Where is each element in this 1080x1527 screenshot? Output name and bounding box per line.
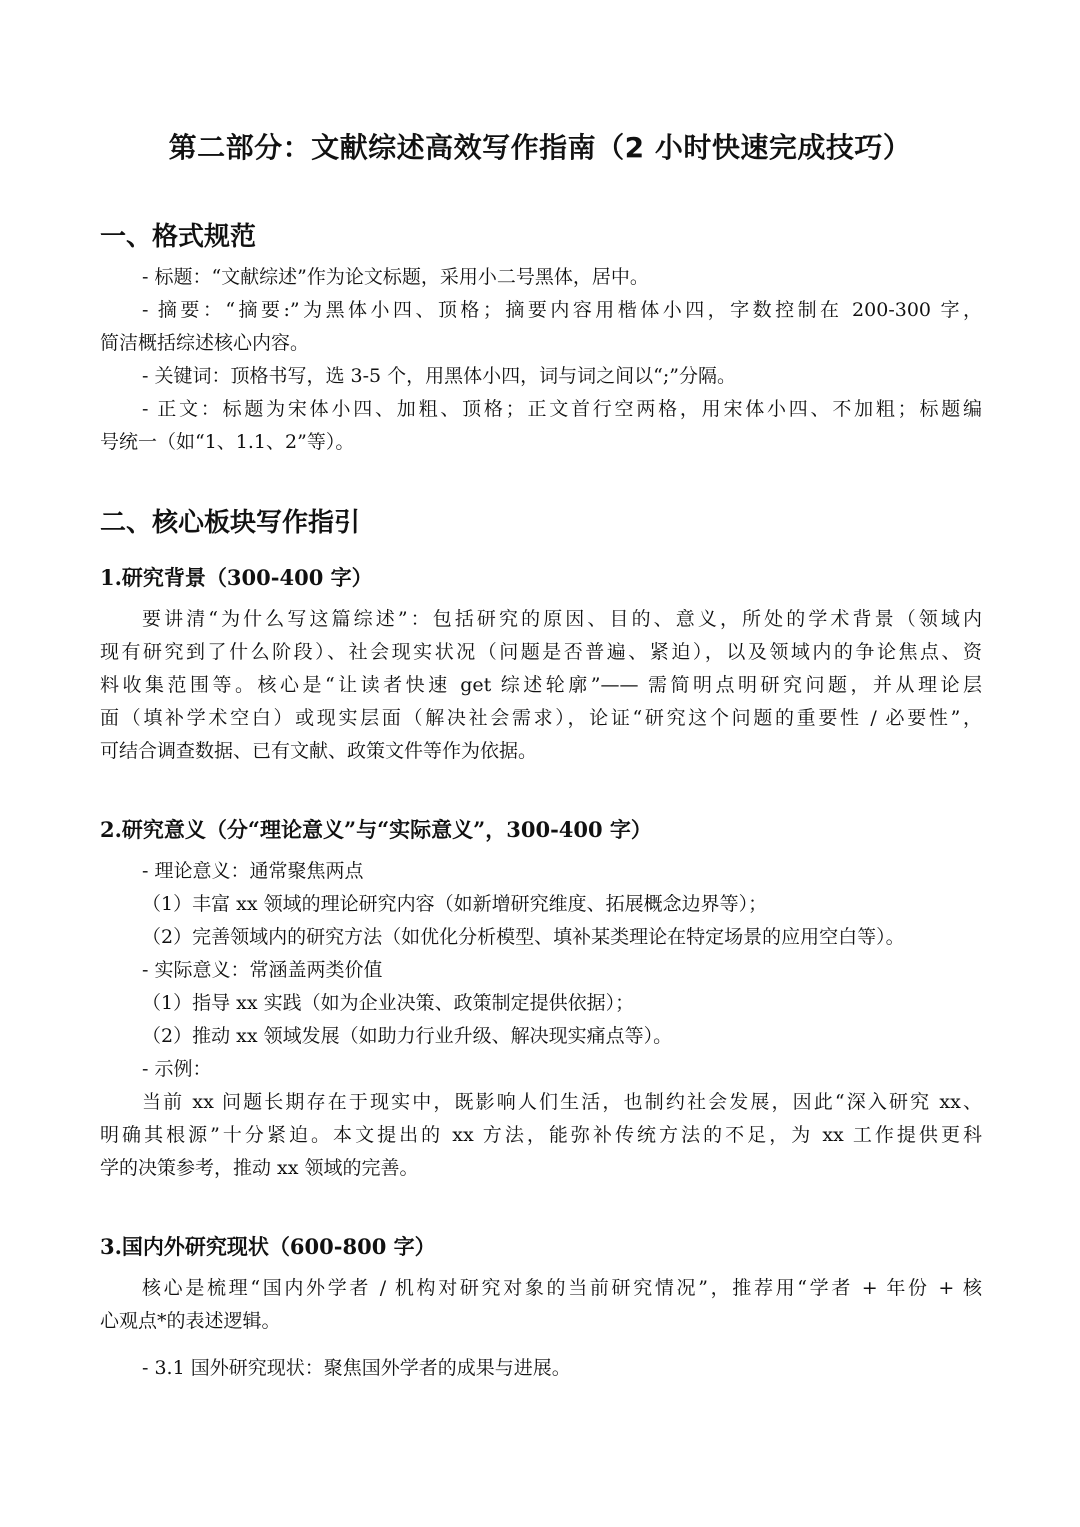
paragraph-line: 明确其根源”十分紧迫。本文提出的 xx 方法，能弥补传统方法的不足，为 xx 工作提供更科 [100, 1124, 982, 1146]
paragraph-line: 核心是梳理“国内外学者 / 机构对研究对象的当前研究情况”，推荐用“学者 + 年份 + 核 [142, 1277, 982, 1299]
paragraph-line: - 标题：“文献综述”作为论文标题，采用小二号黑体，居中。 [142, 266, 649, 288]
list-item: - 3.1 国外研究现状：聚焦国外学者的成果与进展。 [142, 1357, 571, 1379]
paragraph-line: 号统一（如“1、1.1、2”等）。 [100, 431, 355, 453]
subsection-heading-status: 3.国内外研究现状（600-800 字） [100, 1234, 436, 1259]
paragraph-line: 料收集范围等。核心是“让读者快速 get 综述轮廓”—— 需简明点明研究问题，并从理论层 [100, 674, 982, 696]
subsection-heading-background: 1.研究背景（300-400 字） [100, 565, 373, 590]
list-item: （1）丰富 xx 领域的理论研究内容（如新增研究维度、拓展概念边界等）； [142, 893, 768, 915]
list-item: （1）指导 xx 实践（如为企业决策、政策制定提供依据）； [142, 992, 635, 1014]
paragraph-line: 简洁概括综述核心内容。 [100, 332, 310, 354]
paragraph-line: 心观点*的表述逻辑。 [100, 1310, 281, 1332]
page-title: 第二部分：文献综述高效写作指南（2 小时快速完成技巧） [168, 131, 912, 164]
section-heading-format: 一、格式规范 [100, 222, 257, 252]
paragraph-line: - 关键词：顶格书写，选 3-5 个，用黑体小四，词与词之间以“;”分隔。 [142, 365, 736, 387]
list-item: - 示例： [142, 1058, 212, 1080]
list-item: - 实际意义：常涵盖两类价值 [142, 959, 383, 981]
list-item: （2）推动 xx 领域发展（如助力行业升级、解决现实痛点等）。 [142, 1025, 673, 1047]
paragraph-line: - 正文：标题为宋体小四、加粗、顶格；正文首行空两格，用宋体小四、不加粗；标题编 [142, 398, 982, 420]
section-heading-core: 二、核心板块写作指引 [100, 508, 361, 538]
list-item: （2）完善领域内的研究方法（如优化分析模型、填补某类理论在特定场景的应用空白等）。 [142, 926, 905, 948]
paragraph-line: 学的决策参考，推动 xx 领域的完善。 [100, 1157, 419, 1179]
paragraph-line: 现有研究到了什么阶段）、社会现实状况（问题是否普遍、紧迫），以及领域内的争论焦点、资 [100, 641, 982, 663]
paragraph-line: 可结合调查数据、已有文献、政策文件等作为依据。 [100, 740, 538, 762]
paragraph-line: 要讲清“为什么写这篇综述”：包括研究的原因、目的、意义，所处的学术背景（领域内 [142, 608, 982, 630]
subsection-heading-significance: 2.研究意义（分“理论意义”与“实际意义”，300-400 字） [100, 817, 652, 842]
paragraph-line: 当前 xx 问题长期存在于现实中，既影响人们生活，也制约社会发展，因此“深入研究 xx、 [142, 1091, 982, 1113]
list-item: - 理论意义：通常聚焦两点 [142, 860, 364, 882]
paragraph-line: 面（填补学术空白）或现实层面（解决社会需求），论证“研究这个问题的重要性 / 必要性”， [100, 707, 982, 729]
paragraph-line: - 摘要：“摘要:”为黑体小四、顶格；摘要内容用楷体小四，字数控制在 200-300 字， [142, 299, 982, 321]
